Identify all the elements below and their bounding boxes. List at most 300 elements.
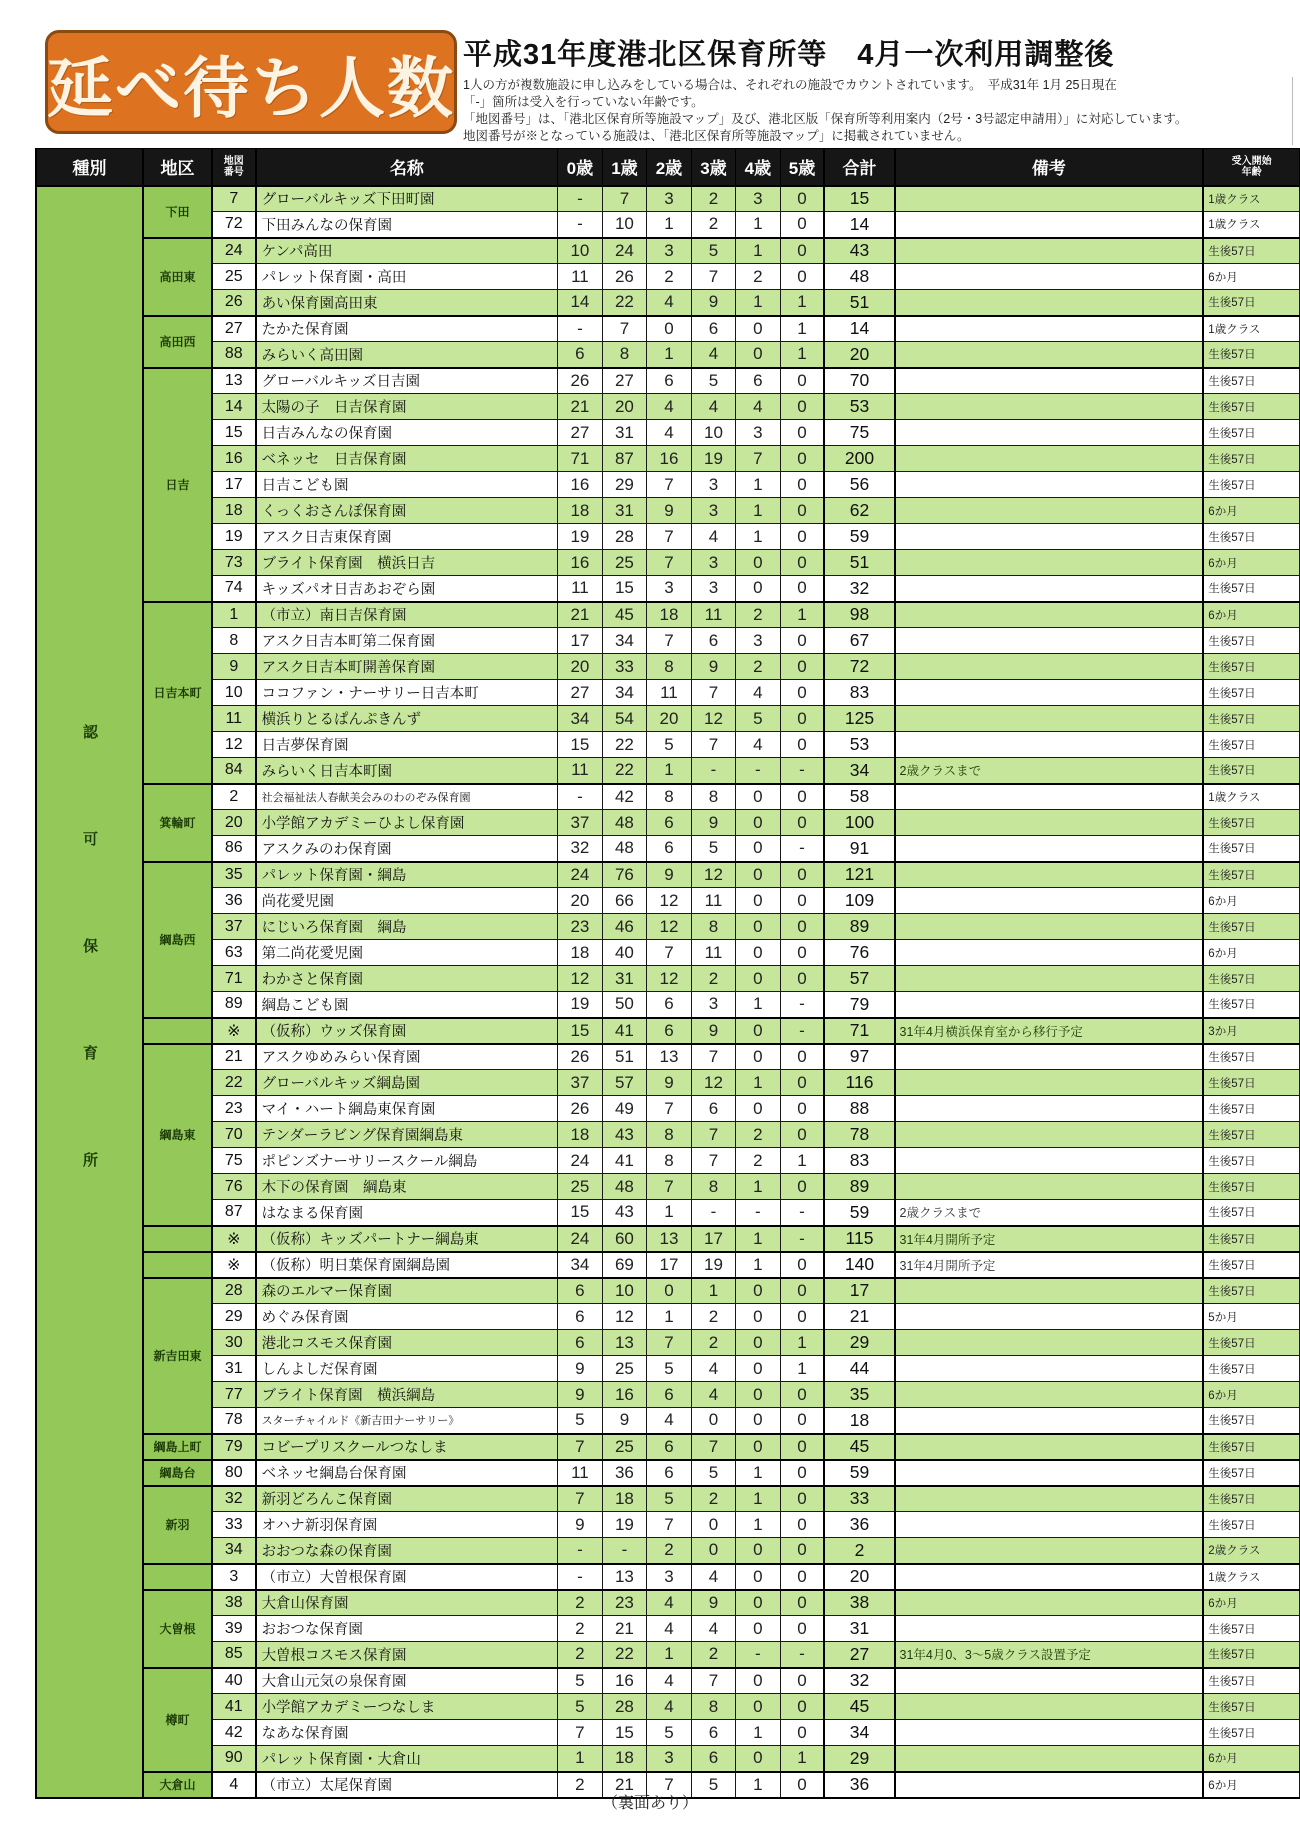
- age-count: 27: [558, 420, 603, 446]
- age-count: 3: [736, 186, 780, 212]
- accept-age: 生後57日: [1203, 1200, 1299, 1226]
- age-count: 6: [558, 342, 603, 368]
- remark: [895, 212, 1204, 238]
- total-count: 51: [824, 550, 894, 576]
- age-count: 6: [647, 992, 692, 1018]
- age-count: 0: [780, 238, 824, 264]
- map-number: 30: [212, 1330, 256, 1356]
- remark: 2歳クラスまで: [895, 1200, 1204, 1226]
- facility-name: おおつな森の保育園: [256, 1538, 558, 1564]
- age-count: 1: [691, 1278, 736, 1304]
- accept-age: 生後57日: [1203, 524, 1299, 550]
- age-count: 0: [736, 1538, 780, 1564]
- total-count: 53: [824, 394, 894, 420]
- table-row: [36, 1668, 1300, 1694]
- district-label: 樽町: [143, 1668, 212, 1772]
- age-count: 2: [736, 264, 780, 290]
- age-count: 0: [647, 316, 692, 342]
- column-header: 合計: [824, 149, 894, 186]
- age-count: 4: [647, 1694, 692, 1720]
- age-count: 2: [736, 602, 780, 628]
- accept-age: 生後57日: [1203, 1694, 1299, 1720]
- age-count: 2: [558, 1590, 603, 1616]
- age-count: 6: [558, 1304, 603, 1330]
- age-count: 0: [780, 1044, 824, 1070]
- age-count: 8: [691, 914, 736, 940]
- district-label: [143, 1252, 212, 1278]
- age-count: 0: [647, 1278, 692, 1304]
- table-row: [36, 1408, 1300, 1434]
- remark: [895, 1122, 1204, 1148]
- age-count: 7: [691, 1122, 736, 1148]
- age-count: 29: [602, 472, 647, 498]
- age-count: 43: [602, 1122, 647, 1148]
- remark: [895, 940, 1204, 966]
- remark: [895, 186, 1204, 212]
- age-count: 0: [736, 1356, 780, 1382]
- age-count: 0: [780, 654, 824, 680]
- total-count: 115: [824, 1226, 894, 1252]
- age-count: 24: [602, 238, 647, 264]
- table-row: [36, 810, 1300, 836]
- age-count: 3: [736, 420, 780, 446]
- age-count: 0: [736, 1434, 780, 1460]
- total-count: 57: [824, 966, 894, 992]
- total-count: 38: [824, 1590, 894, 1616]
- district-label: [143, 1564, 212, 1590]
- facility-name: （市立）南日吉保育園: [256, 602, 558, 628]
- table-row: [36, 602, 1300, 628]
- table-row: [36, 186, 1300, 212]
- age-count: 0: [780, 212, 824, 238]
- age-count: 2: [736, 654, 780, 680]
- accept-age: 生後57日: [1203, 706, 1299, 732]
- age-count: 0: [736, 550, 780, 576]
- facility-name: みらいく日吉本町園: [256, 758, 558, 784]
- district-label: 高田東: [143, 238, 212, 316]
- table-row: [36, 862, 1300, 888]
- age-count: 3: [691, 550, 736, 576]
- remark: 31年4月横浜保育室から移行予定: [895, 1018, 1204, 1044]
- age-count: 0: [736, 1096, 780, 1122]
- accept-age: 6か月: [1203, 498, 1299, 524]
- age-count: 0: [736, 1694, 780, 1720]
- table-row: [36, 446, 1300, 472]
- age-count: 7: [602, 186, 647, 212]
- age-count: 33: [602, 654, 647, 680]
- district-label: 綱島台: [143, 1460, 212, 1486]
- age-count: 1: [736, 992, 780, 1018]
- district-label: [143, 1018, 212, 1044]
- column-header: 1歳: [602, 149, 647, 186]
- age-count: 9: [558, 1356, 603, 1382]
- age-count: 7: [647, 1096, 692, 1122]
- map-number: 24: [212, 238, 256, 264]
- age-count: 25: [602, 550, 647, 576]
- remark: [895, 576, 1204, 602]
- age-count: 6: [647, 1382, 692, 1408]
- age-count: 11: [691, 888, 736, 914]
- age-count: 12: [558, 966, 603, 992]
- age-count: 0: [736, 1278, 780, 1304]
- age-count: 1: [736, 1486, 780, 1512]
- age-count: 48: [602, 836, 647, 862]
- age-count: 7: [691, 732, 736, 758]
- age-count: 0: [736, 1304, 780, 1330]
- age-count: 31: [602, 966, 647, 992]
- age-count: 5: [647, 1720, 692, 1746]
- column-header: 3歳: [691, 149, 736, 186]
- table-row: [36, 1642, 1300, 1668]
- map-number: 18: [212, 498, 256, 524]
- column-header: 備考: [895, 149, 1204, 186]
- total-count: 31: [824, 1616, 894, 1642]
- total-count: 89: [824, 1174, 894, 1200]
- map-number: 88: [212, 342, 256, 368]
- accept-age: 生後57日: [1203, 1460, 1299, 1486]
- accept-age: 2歳クラス: [1203, 1538, 1299, 1564]
- accept-age: 生後57日: [1203, 628, 1299, 654]
- age-count: 7: [691, 264, 736, 290]
- facility-name: たかた保育園: [256, 316, 558, 342]
- total-count: 32: [824, 576, 894, 602]
- accept-age: 生後57日: [1203, 1252, 1299, 1278]
- accept-age: 生後57日: [1203, 992, 1299, 1018]
- age-count: 6: [558, 1330, 603, 1356]
- age-count: 13: [647, 1226, 692, 1252]
- accept-age: 生後57日: [1203, 446, 1299, 472]
- age-count: 0: [736, 1564, 780, 1590]
- age-count: 0: [736, 1590, 780, 1616]
- age-count: 2: [691, 1304, 736, 1330]
- facility-name: にじいろ保育園 綱島: [256, 914, 558, 940]
- age-count: 0: [736, 1018, 780, 1044]
- age-count: 0: [780, 1434, 824, 1460]
- table-row: [36, 1564, 1300, 1590]
- table-body: [36, 186, 1300, 1798]
- age-count: 0: [736, 1408, 780, 1434]
- map-number: 19: [212, 524, 256, 550]
- map-number: 7: [212, 186, 256, 212]
- age-count: 1: [736, 1252, 780, 1278]
- accept-age: 生後57日: [1203, 368, 1299, 394]
- total-count: 48: [824, 264, 894, 290]
- age-count: -: [558, 316, 603, 342]
- age-count: -: [602, 1538, 647, 1564]
- accept-age: 生後57日: [1203, 836, 1299, 862]
- total-count: 125: [824, 706, 894, 732]
- column-header: 0歳: [558, 149, 603, 186]
- age-count: 2: [691, 966, 736, 992]
- age-count: 27: [558, 680, 603, 706]
- age-count: -: [558, 784, 603, 810]
- remark: [895, 732, 1204, 758]
- accept-age: 生後57日: [1203, 238, 1299, 264]
- age-count: 16: [647, 446, 692, 472]
- map-number: 35: [212, 862, 256, 888]
- age-count: 7: [647, 628, 692, 654]
- remark: [895, 472, 1204, 498]
- map-number: 21: [212, 1044, 256, 1070]
- district-label: 大倉山: [143, 1772, 212, 1798]
- age-count: 4: [647, 394, 692, 420]
- accept-age: 3か月: [1203, 1018, 1299, 1044]
- age-count: 4: [647, 1668, 692, 1694]
- facility-name: 社会福祉法人春献美会みのわのぞみ保育園: [256, 784, 558, 810]
- age-count: 60: [602, 1226, 647, 1252]
- age-count: 12: [691, 706, 736, 732]
- total-count: 83: [824, 680, 894, 706]
- age-count: 0: [736, 810, 780, 836]
- age-count: 46: [602, 914, 647, 940]
- age-count: 0: [780, 498, 824, 524]
- age-count: 8: [647, 654, 692, 680]
- header-note: 「-」箇所は受入を行っていない年齢です。: [463, 95, 704, 109]
- age-count: -: [558, 212, 603, 238]
- age-count: 0: [736, 836, 780, 862]
- age-count: 18: [558, 940, 603, 966]
- age-count: 24: [558, 1226, 603, 1252]
- age-count: 0: [780, 1096, 824, 1122]
- age-count: 11: [691, 940, 736, 966]
- age-count: 7: [647, 472, 692, 498]
- total-count: 98: [824, 602, 894, 628]
- age-count: 8: [602, 342, 647, 368]
- remark: [895, 888, 1204, 914]
- map-number: 8: [212, 628, 256, 654]
- table-row: [36, 1226, 1300, 1252]
- accept-age: 生後57日: [1203, 576, 1299, 602]
- age-count: 0: [736, 1044, 780, 1070]
- accept-age: 6か月: [1203, 602, 1299, 628]
- age-count: 1: [736, 1720, 780, 1746]
- remark: [895, 1408, 1204, 1434]
- total-count: 56: [824, 472, 894, 498]
- map-number: 2: [212, 784, 256, 810]
- age-count: 2: [691, 212, 736, 238]
- age-count: 9: [558, 1512, 603, 1538]
- age-count: 7: [558, 1434, 603, 1460]
- header-notes: [463, 77, 1293, 145]
- age-count: 41: [602, 1018, 647, 1044]
- age-count: 26: [558, 1044, 603, 1070]
- age-count: 16: [602, 1668, 647, 1694]
- map-number: 20: [212, 810, 256, 836]
- age-count: 0: [736, 342, 780, 368]
- remark: [895, 810, 1204, 836]
- facility-name: ポピンズナーサリースクール綱島: [256, 1148, 558, 1174]
- map-number: 9: [212, 654, 256, 680]
- age-count: 25: [602, 1434, 647, 1460]
- age-count: 45: [602, 602, 647, 628]
- facility-name: 太陽の子 日吉保育園: [256, 394, 558, 420]
- age-count: 5: [558, 1408, 603, 1434]
- total-count: 78: [824, 1122, 894, 1148]
- age-count: 0: [780, 394, 824, 420]
- age-count: 26: [558, 1096, 603, 1122]
- age-count: 0: [780, 186, 824, 212]
- age-count: 1: [736, 1174, 780, 1200]
- facility-name: ベネッセ綱島台保育園: [256, 1460, 558, 1486]
- age-count: -: [691, 758, 736, 784]
- remark: [895, 1746, 1204, 1772]
- table-row: [36, 1590, 1300, 1616]
- column-header: 4歳: [736, 149, 780, 186]
- map-number: 71: [212, 966, 256, 992]
- district-label: 新羽: [143, 1486, 212, 1564]
- age-count: 0: [780, 1122, 824, 1148]
- age-count: 2: [736, 1122, 780, 1148]
- age-count: 0: [780, 810, 824, 836]
- table-row: [36, 940, 1300, 966]
- map-number: 27: [212, 316, 256, 342]
- map-number: 72: [212, 212, 256, 238]
- age-count: 8: [647, 1148, 692, 1174]
- age-count: 36: [602, 1460, 647, 1486]
- age-count: 4: [691, 342, 736, 368]
- age-count: 1: [736, 498, 780, 524]
- accept-age: 生後57日: [1203, 1330, 1299, 1356]
- age-count: 1: [647, 758, 692, 784]
- table-row: [36, 1044, 1300, 1070]
- age-count: 0: [780, 1382, 824, 1408]
- total-count: 34: [824, 758, 894, 784]
- age-count: 31: [602, 498, 647, 524]
- age-count: 19: [691, 446, 736, 472]
- age-count: 5: [558, 1668, 603, 1694]
- age-count: 5: [691, 1460, 736, 1486]
- age-count: 7: [691, 680, 736, 706]
- age-count: 6: [691, 628, 736, 654]
- table-row: [36, 342, 1300, 368]
- age-count: 6: [647, 368, 692, 394]
- age-count: 87: [602, 446, 647, 472]
- remark: [895, 706, 1204, 732]
- total-count: 20: [824, 342, 894, 368]
- accept-age: 1歳クラス: [1203, 212, 1299, 238]
- remark: [895, 1538, 1204, 1564]
- age-count: 71: [558, 446, 603, 472]
- facility-name: （市立）大曽根保育園: [256, 1564, 558, 1590]
- age-count: 1: [647, 1200, 692, 1226]
- facility-name: コビープリスクールつなしま: [256, 1434, 558, 1460]
- map-number: 15: [212, 420, 256, 446]
- facility-name: 大曽根コスモス保育園: [256, 1642, 558, 1668]
- table-row: [36, 524, 1300, 550]
- map-number: 31: [212, 1356, 256, 1382]
- remark: 31年4月開所予定: [895, 1226, 1204, 1252]
- age-count: 11: [691, 602, 736, 628]
- age-count: 9: [558, 1382, 603, 1408]
- facility-name: ブライト保育園 横浜綱島: [256, 1382, 558, 1408]
- age-count: 0: [780, 1538, 824, 1564]
- age-count: 10: [602, 212, 647, 238]
- total-count: 116: [824, 1070, 894, 1096]
- table-row: [36, 836, 1300, 862]
- facility-name: キッズパオ日吉あおぞら園: [256, 576, 558, 602]
- age-count: 10: [602, 1278, 647, 1304]
- age-count: -: [558, 1564, 603, 1590]
- age-count: 9: [691, 290, 736, 316]
- age-count: 8: [691, 1694, 736, 1720]
- age-count: 0: [736, 966, 780, 992]
- age-count: 37: [558, 1070, 603, 1096]
- remark: [895, 498, 1204, 524]
- total-count: 200: [824, 446, 894, 472]
- table-row: [36, 290, 1300, 316]
- age-count: 9: [602, 1408, 647, 1434]
- table-row: [36, 264, 1300, 290]
- remark: [895, 1330, 1204, 1356]
- map-number: 1: [212, 602, 256, 628]
- map-number: 80: [212, 1460, 256, 1486]
- total-count: 43: [824, 238, 894, 264]
- age-count: 9: [691, 810, 736, 836]
- remark: [895, 394, 1204, 420]
- facility-name: 大倉山保育園: [256, 1590, 558, 1616]
- table-row: [36, 1538, 1300, 1564]
- column-header: 受入開始 年齢: [1203, 149, 1299, 186]
- table-row: [36, 732, 1300, 758]
- table-row: [36, 1252, 1300, 1278]
- age-count: 34: [602, 680, 647, 706]
- table-row: [36, 1148, 1300, 1174]
- table-row: [36, 1018, 1300, 1044]
- age-count: 22: [602, 758, 647, 784]
- age-count: 5: [691, 836, 736, 862]
- age-count: 10: [691, 420, 736, 446]
- remark: [895, 1096, 1204, 1122]
- map-number: 89: [212, 992, 256, 1018]
- map-number: 77: [212, 1382, 256, 1408]
- age-count: 28: [602, 1694, 647, 1720]
- map-number: 13: [212, 368, 256, 394]
- facility-name: （市立）太尾保育園: [256, 1772, 558, 1798]
- accept-age: 生後57日: [1203, 1122, 1299, 1148]
- age-count: 18: [558, 498, 603, 524]
- map-number: 74: [212, 576, 256, 602]
- map-number: 29: [212, 1304, 256, 1330]
- district-label: 下田: [143, 186, 212, 238]
- accept-age: 生後57日: [1203, 1148, 1299, 1174]
- total-count: 2: [824, 1538, 894, 1564]
- accept-age: 生後57日: [1203, 1096, 1299, 1122]
- age-count: 4: [647, 420, 692, 446]
- age-count: 8: [647, 784, 692, 810]
- age-count: 3: [691, 498, 736, 524]
- age-count: 7: [736, 446, 780, 472]
- total-count: 33: [824, 1486, 894, 1512]
- age-count: -: [736, 1642, 780, 1668]
- facility-name: 大倉山元気の泉保育園: [256, 1668, 558, 1694]
- facility-name: アスク日吉本町開善保育園: [256, 654, 558, 680]
- age-count: 4: [647, 1590, 692, 1616]
- age-count: 7: [647, 1772, 692, 1798]
- age-count: 6: [647, 836, 692, 862]
- facility-name: グローバルキッズ下田町園: [256, 186, 558, 212]
- age-count: 43: [602, 1200, 647, 1226]
- age-count: 4: [691, 1564, 736, 1590]
- facility-name: おおつな保育園: [256, 1616, 558, 1642]
- age-count: 4: [691, 394, 736, 420]
- age-count: 3: [736, 628, 780, 654]
- facility-name: 第二尚花愛児園: [256, 940, 558, 966]
- header-note: 「地図番号」は、「港北区保育所等施設マップ」及び、港北区版「保育所等利用案内（2号・3号認定申請用）」に対応しています。: [463, 112, 1188, 126]
- accept-age: 1歳クラス: [1203, 186, 1299, 212]
- facility-name: パレット保育園・高田: [256, 264, 558, 290]
- table-row: [36, 472, 1300, 498]
- accept-age: 6か月: [1203, 1382, 1299, 1408]
